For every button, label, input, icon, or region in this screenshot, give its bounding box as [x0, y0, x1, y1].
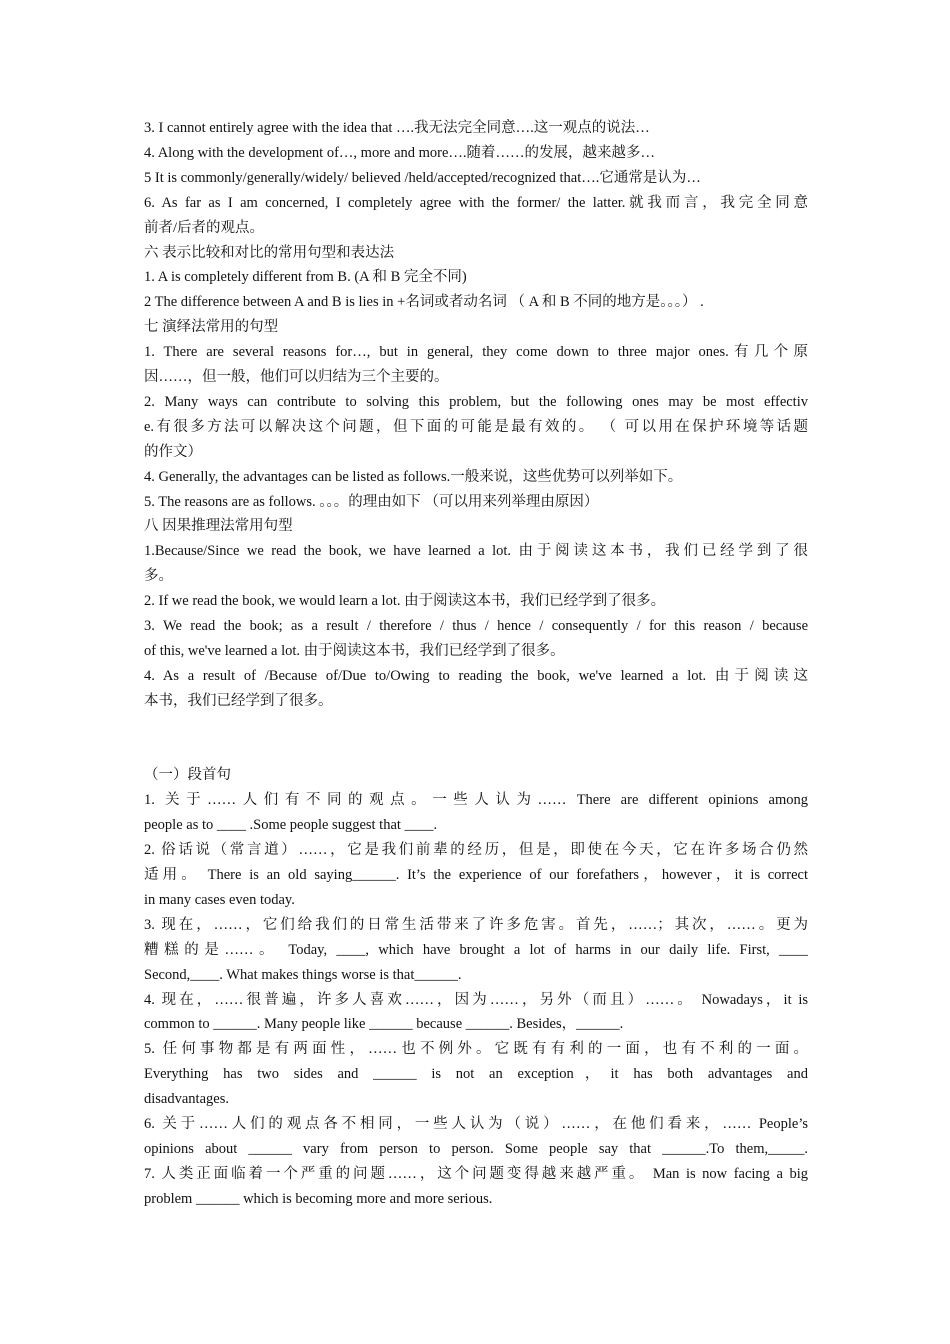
text-line: of this, we've learned a lot. 由于阅读这本书，我们已经学到了很多。	[144, 642, 565, 659]
text-line: 1. 关于……人们有不同的观点。一些人认为…… There are different opinions among	[144, 792, 808, 809]
section-heading: （一）段首句	[144, 767, 231, 784]
text-line: 的作文）	[144, 443, 202, 460]
text-line: 本书，我们已经学到了很多。	[144, 692, 333, 709]
text-line: 6. As far as I am concerned, I completely agree with the former/ the latter.就我而言，我完全同意	[144, 194, 808, 211]
text-line: 多。	[144, 568, 173, 585]
text-line: 7. 人类正面临着一个严重的问题……，这个问题变得越来越严重。 Man is now facing a big	[144, 1165, 808, 1182]
section-heading: 六 表示比较和对比的常用句型和表达法	[144, 244, 395, 261]
text-line: 1. There are several reasons for…, but in general, they come down to three major ones.有几个原	[144, 344, 808, 361]
text-line: 2. 俗话说（常言道）……，它是我们前辈的经历，但是，即使在今天，它在许多场合仍然	[144, 842, 808, 859]
section-heading: 八 因果推理法常用句型	[144, 518, 293, 535]
text-line: 4. 现在，……很普遍，许多人喜欢……，因为……，另外（而且）……。 Nowadays，it is	[144, 991, 808, 1008]
text-line: 4. As a result of /Because of/Due to/Owing to reading the book, we've learned a lot. 由于阅读这	[144, 667, 808, 684]
text-line: 2. Many ways can contribute to solving this problem, but the following ones may be most effectiv	[144, 393, 808, 410]
text-line: 3. I cannot entirely agree with the idea that ….我无法完全同意….这一观点的说法…	[144, 120, 650, 136]
section-heading: 七 演绎法常用的句型	[144, 319, 279, 336]
text-line: 前者/后者的观点。	[144, 219, 265, 236]
text-line: 6. 关于……人们的观点各不相同，一些人认为（说）……，在他们看来，…… People’s	[144, 1116, 808, 1132]
text-line: 4. Along with the development of…, more and more….随着……的发展，越来越多…	[144, 144, 656, 161]
text-line: 4. Generally, the advantages can be listed as follows.一般来说，这些优势可以列举如下。	[144, 468, 683, 485]
text-line: 1. A is completely different from B. (A 和 B 完全不同)	[144, 269, 467, 286]
text-line: 3. 现在，……，它们给我们的日常生活带来了许多危害。首先，……；其次，……。更为	[144, 916, 808, 933]
text-line: people as to ____ .Some people suggest that ____.	[144, 817, 438, 834]
text-line: 因……，但一般，他们可以归结为三个主要的。	[144, 369, 449, 386]
text-line: Second,____. What makes things worse is that______.	[144, 966, 462, 983]
text-line: 5. The reasons are as follows. 。。。的理由如下 （可以用来列举理由原因）	[144, 493, 599, 510]
document-page	[144, 116, 808, 1212]
text-line: in many cases even today.	[144, 891, 295, 908]
blank-gap	[144, 714, 808, 764]
text-line: 5. 任何事物都是有两面性，……也不例外。它既有有利的一面，也有不利的一面。	[144, 1041, 808, 1058]
text-line: 糟糕的是……。 Today, ____, which have brought a lot of harms in our daily life. First, ____	[144, 941, 808, 958]
text-line: problem ______ which is becoming more and more serious.	[144, 1190, 493, 1207]
text-line: 适用。 There is an old saying______. It’s the experience of our forefathers，however，it is correct	[144, 867, 808, 884]
text-line: opinions about ______ vary from person to person. Some people say that ______.To them,_____.	[144, 1140, 808, 1157]
text-line: disadvantages.	[144, 1091, 229, 1108]
text-line: 2 The difference between A and B is lies in +名词或者动名词 （ A 和 B 不同的地方是。。。） .	[144, 294, 704, 311]
text-line: 1.Because/Since we read the book, we have learned a lot. 由于阅读这本书，我们已经学到了很	[144, 543, 808, 560]
text-line: 5 It is commonly/generally/widely/ believed /held/accepted/recognized that….它通常是认为…	[144, 169, 701, 186]
text-line: Everything has two sides and ______ is not an exception，it has both advantages and	[144, 1066, 808, 1083]
text-line: 3. We read the book; as a result / therefore / thus / hence / consequently / for this reason / because	[144, 618, 808, 635]
text-line: e.有很多方法可以解决这个问题，但下面的可能是最有效的。 （ 可以用在保护环境等话题	[144, 418, 808, 435]
text-line: common to ______. Many people like ______ because ______. Besides，______.	[144, 1016, 624, 1033]
text-line: 2. If we read the book, we would learn a lot. 由于阅读这本书，我们已经学到了很多。	[144, 593, 666, 610]
